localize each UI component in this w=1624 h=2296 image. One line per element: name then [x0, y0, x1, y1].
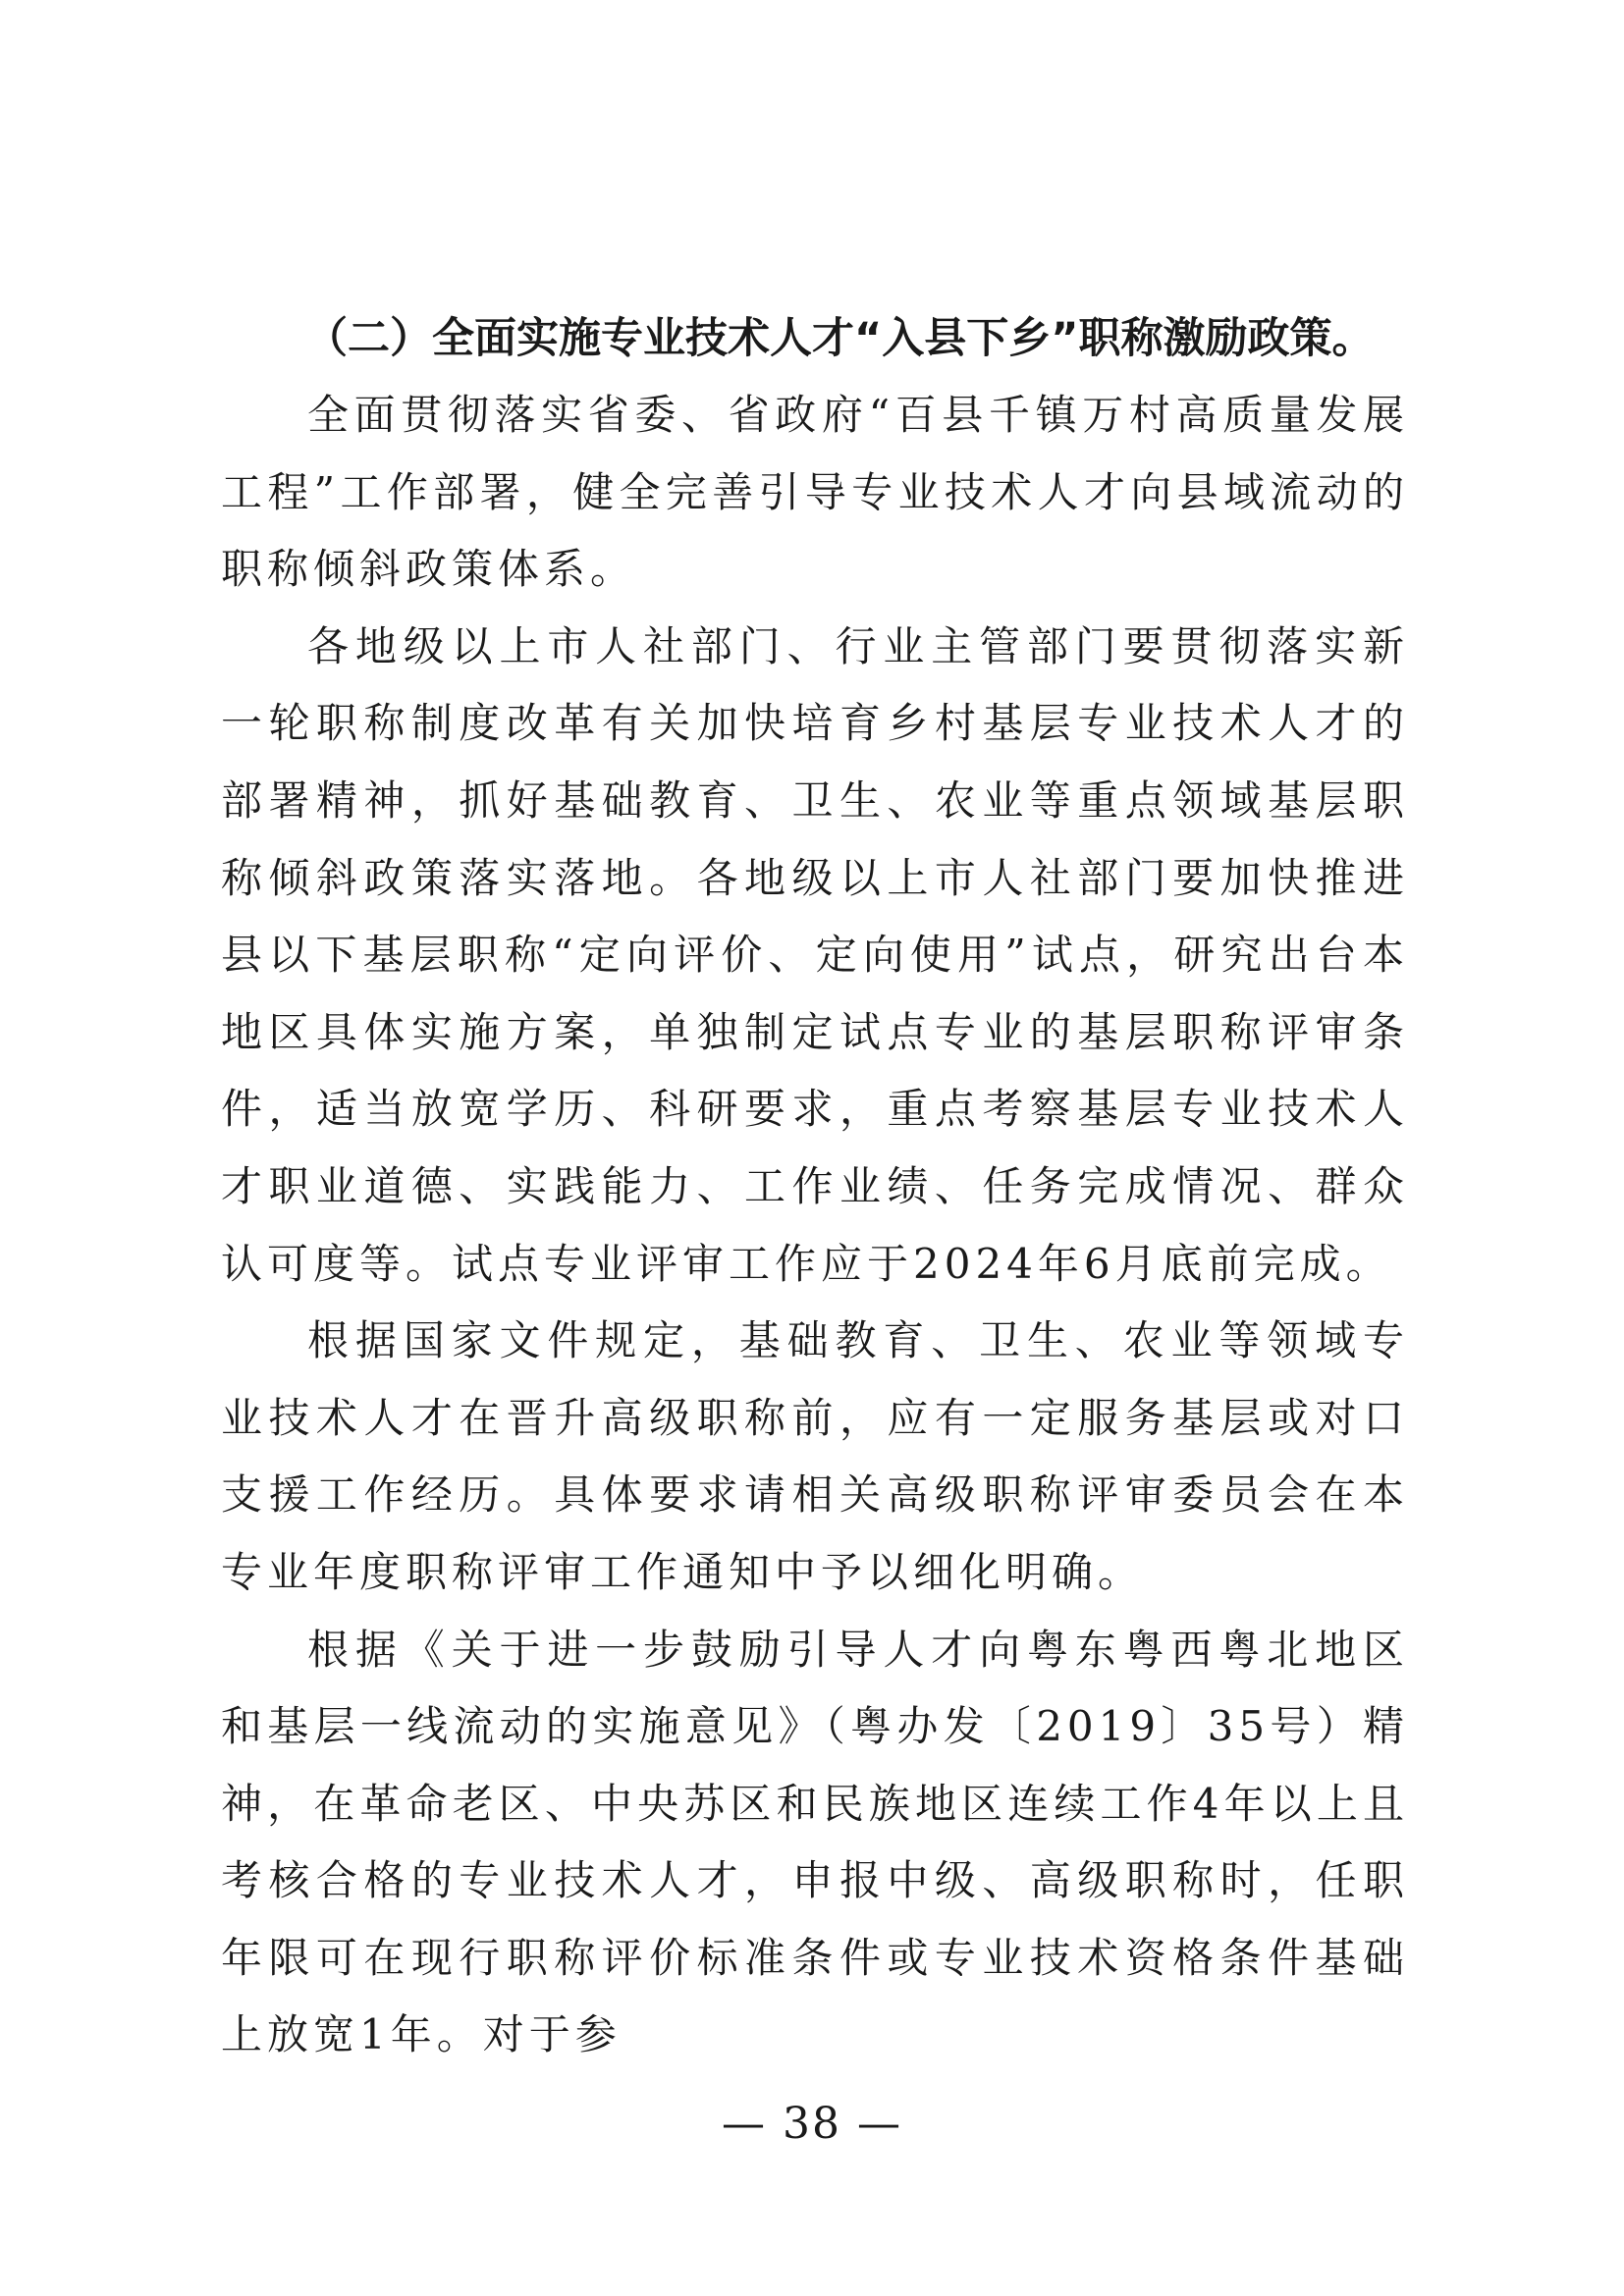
section-heading: （二）全面实施专业技术人才“入县下乡”职称激励政策。 — [305, 314, 1375, 363]
document-body — [221, 300, 1409, 2074]
page-number: — 38 — — [722, 2099, 902, 2149]
paragraph: 根据国家文件规定，基础教育、卫生、农业等领域专业技术人才在晋升高级职称前，应有一定服务基层或对口支援工作经历。具体要求请相关高级职称评审委员会在本专业年度职称评审工作通知中予以细化明确。 — [221, 1316, 1409, 1596]
paragraph: 全面贯彻落实省委、省政府“百县千镇万村高质量发展工程”工作部署，健全完善引导专业技术人才向县域流动的职称倾斜政策体系。 — [221, 391, 1409, 594]
paragraph: 各地级以上市人社部门、行业主管部门要贯彻落实新一轮职称制度改革有关加快培育乡村基层专业技术人才的部署精神，抓好基础教育、卫生、农业等重点领域基层职称倾斜政策落实落地。各地级以上市人社部门要加快推进县以下基层职称“定向评价、定向使用”试点，研究出台本地区具体实施方案，单独制定试点专业的基层职称评审条件，适当放宽学历、科研要求，重点考察基层专业技术人才职业道德、实践能力、工作业绩、任务完成情况、群众认可度等。试点专业评审工作应于2024年6月底前完成。 — [221, 621, 1409, 1288]
paragraph: 根据《关于进一步鼓励引导人才向粤东粤西粤北地区和基层一线流动的实施意见》（粤办发〔2019〕35号）精神，在革命老区、中央苏区和民族地区连续工作4年以上且考核合格的专业技术人才，申报中级、高级职称时，任职年限可在现行职称评价标准条件或专业技术资格条件基础上放宽1年。对于参 — [221, 1625, 1409, 2059]
